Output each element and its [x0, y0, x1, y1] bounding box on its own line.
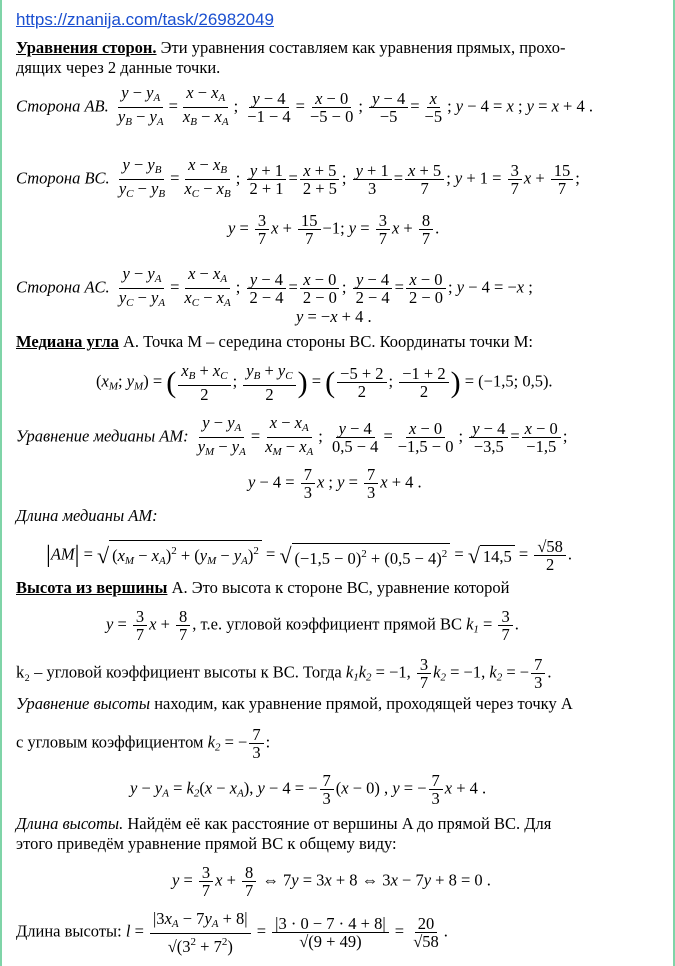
sides-heading: Уравнения сторон.: [16, 38, 157, 57]
side-bc-line-1: Сторона BC. $\frac{y - y_B}{y_C - y_B}$ = $\frac{x - x_B}{x_C - x_B}$ ; $\frac{y + 1}{2 + 1}$ = $\frac{x + 5}{2 + 5}$ ; $\frac{y + 1}{3}$ = $\frac{x + 5}{7}$ ; y + 1 = $\frac{3}{7}$ x + $\frac{15}{7}$ ;: [16, 155, 580, 200]
height-slope-line: с угловым коэффициентом $k_2$ = − $\frac{7}{3}$ :: [16, 725, 271, 762]
median-len-label: Длина медианы AM:: [16, 506, 158, 525]
median-heading: Медиана угла: [16, 332, 119, 351]
height-len-final-label: Длина высоты:: [16, 921, 122, 941]
height-heading: Высота из вершины: [16, 578, 168, 597]
k2-text: k₂ – угловой коэффициент высоты к BC. Тогда: [16, 662, 342, 682]
height-bc-slope-line: y = $\frac{3}{7}$ x + $\frac{8}{7}$ , т.е. угловой коэффициент прямой BC $k_1$ = $\frac{3}{7}$ .: [106, 607, 519, 644]
height-intro: A. Это высота к стороне BC, уравнение которой: [167, 578, 510, 597]
side-ab-line: Сторона AB. $\frac{y - y_A}{y_B - y_A}$ = $\frac{x - x_A}{x_B - x_A}$ ; $\frac{y - 4}{-1 - 4}$ = $\frac{x - 0}{-5 - 0}$ ; $\frac{y - 4}{-5}$ = $\frac{x}{-5}$ ; y − 4 = x ; y = x + 4 .: [16, 84, 665, 131]
side-ac-label: Сторона AC.: [16, 277, 110, 297]
height-eq-label: Уравнение высоты: [16, 694, 151, 713]
height-intro-line: [16, 578, 665, 597]
median-eq-line-2: y − 4 = $\frac{7}{3}$ x ; y = $\frac{7}{3}$ x + 4 .: [248, 465, 422, 502]
math-frac: $\frac{y - y_A}{y_B - y_A}$: [117, 83, 164, 128]
height-len-line-2: этого приведём уравнение прямой BC к общему виду:: [16, 834, 397, 853]
sides-intro-line-1: [16, 38, 665, 57]
side-ac-line-2: y = −x + 4 .: [296, 307, 372, 326]
k2-line: k₂ – угловой коэффициент высоты к BC. Тогда $k_1k_2 = -1$, $\frac{3}{7}$ $k_2 = -1$, $k_2$ = − $\frac{7}{3}$ .: [16, 655, 552, 692]
height-len-label: Длина высоты.: [16, 814, 124, 833]
height-eq-text: находим, как уравнение прямой, проходящей через точку A: [150, 694, 573, 713]
height-eq-formula: $y - y_A = k_2(x - x_A)$, y − 4 = − $\frac{7}{3}$ (x − 0) , y = − $\frac{7}{3}$ x + 4 .: [130, 771, 487, 808]
median-intro: A. Точка M – середина стороны BC. Координаты точки M:: [118, 332, 534, 351]
height-len-final: Длина высоты: l = $\frac{|3x_A - 7y_A + 8|}{√(3^2 + 7^2)}$ = $\frac{|3 \cdot 0 - 7 \cdot 4 + 8|}{√(9 + 49)}$ = $\frac{20}{√58}$ .: [16, 909, 448, 956]
median-point-formula: ($x_M$; $y_M$) = ( $\frac{x_B + x_C}{2}$ ; $\frac{y_B + y_C}{2}$ ) = ( $\frac{-5 + 2}{2}$ ; $\frac{-1 + 2}{2}$ ) = (−1,5; 0,5).: [96, 361, 553, 404]
bc-general-form: y = $\frac{3}{7}$ x + $\frac{8}{7}$ ⇔ 7y = 3x + 8 ⇔ 3x − 7y + 8 = 0 .: [172, 863, 491, 900]
side-ac-line-1: Сторона AC. $\frac{y - y_A}{y_C - y_A}$ = $\frac{x - x_A}{x_C - x_A}$ ; $\frac{y - 4}{2 - 4}$ = $\frac{x - 0}{2 - 0}$ ; $\frac{y - 4}{2 - 4}$ = $\frac{x - 0}{2 - 0}$ ; y − 4 = −x ;: [16, 264, 533, 309]
sides-intro-line-2: дящих через 2 данные точки.: [16, 58, 221, 77]
side-bc-line-2: y = $\frac{3}{7}$ x + $\frac{15}{7}$ −1; y = $\frac{3}{7}$ x + $\frac{8}{7}$ .: [228, 211, 440, 248]
height-slope-label: с угловым коэффициентом: [16, 732, 204, 752]
median-len-formula: |AM| = √ $(x_M - x_A)^2 + (y_M - y_A)^2$ = √ $(-1,5 - 0)^2 + (0,5 - 4)^2$ = √ 14,5 = $\frac{√58}{2}$ .: [46, 537, 573, 574]
height-slope-text: , т.е. угловой коэффициент прямой BC: [192, 614, 462, 634]
height-len-text-1: Найдём её как расстояние от вершины A до прямой BC. Для: [123, 814, 552, 833]
median-intro-line: [16, 332, 665, 351]
median-eq-line-1: Уравнение медианы AM: $\frac{y - y_A}{y_M - y_A}$ = $\frac{x - x_A}{x_M - x_A}$ ; $\frac{y - 4}{0,5 - 4}$ = $\frac{x - 0}{-1,5 - 0}$ ; $\frac{y - 4}{-3,5}$ = $\frac{x - 0}{-1,5}$ ;: [16, 413, 568, 458]
height-len-line-1: [16, 814, 665, 833]
side-ab-label: Сторона AB.: [16, 96, 109, 116]
height-eq-line: [16, 694, 665, 713]
left-border: [0, 0, 2, 966]
source-link[interactable]: https://znanija.com/task/26982049: [16, 10, 274, 29]
side-bc-label: Сторона BC.: [16, 168, 110, 188]
median-eq-label: Уравнение медианы AM:: [16, 426, 189, 446]
sides-intro-1: Эти уравнения составляем как уравнения прямых, прохо-: [156, 38, 566, 57]
